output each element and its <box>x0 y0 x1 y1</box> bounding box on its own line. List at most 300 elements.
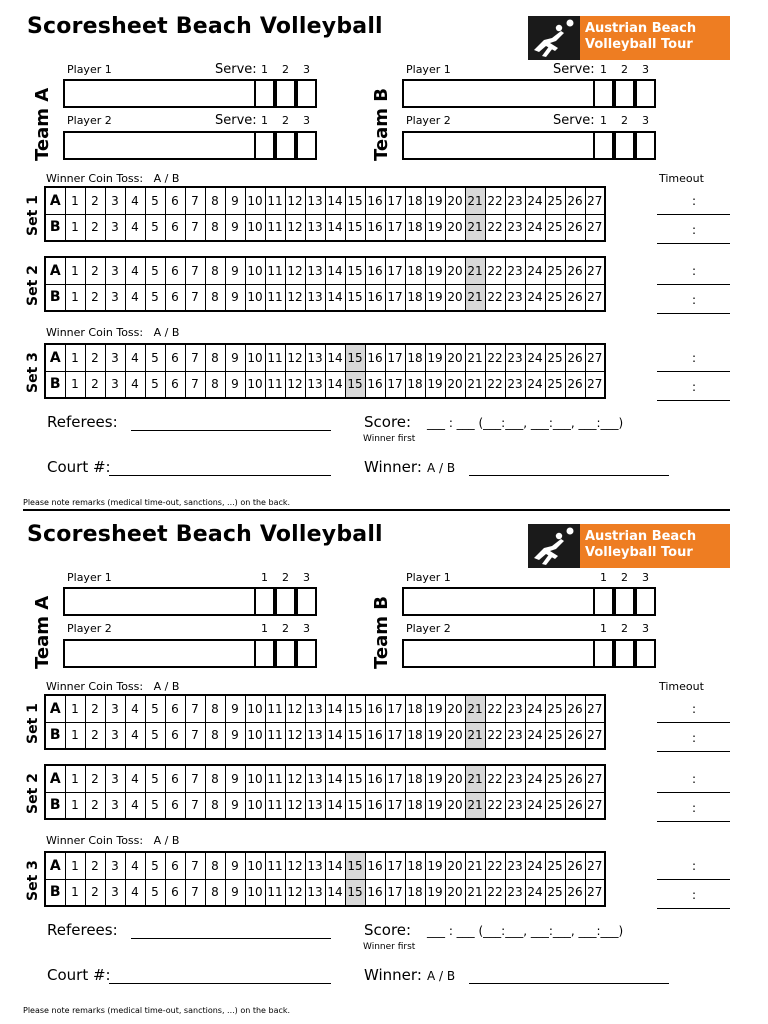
point-cell[interactable]: 12 <box>285 879 305 906</box>
point-cell[interactable]: 24 <box>525 695 545 722</box>
point-cell[interactable]: 16 <box>365 722 385 749</box>
point-cell[interactable]: 11 <box>265 344 285 371</box>
point-cell[interactable]: 22 <box>485 879 505 906</box>
point-cell[interactable]: 14 <box>325 371 345 398</box>
point-cell[interactable]: 8 <box>205 792 225 819</box>
point-cell[interactable]: 20 <box>445 879 465 906</box>
team-a-player2-name-field[interactable] <box>63 639 256 668</box>
point-cell[interactable]: 25 <box>545 879 565 906</box>
point-cell[interactable]: 2 <box>85 344 105 371</box>
timeout-colon[interactable]: : <box>692 772 697 786</box>
point-cell[interactable]: 22 <box>485 257 505 284</box>
point-cell[interactable]: 23 <box>505 371 525 398</box>
point-cell[interactable]: 4 <box>125 371 145 398</box>
team-b-player1-serve-box[interactable] <box>635 587 656 616</box>
point-cell[interactable]: 8 <box>205 344 225 371</box>
team-b-player2-name-field[interactable] <box>402 639 595 668</box>
point-cell[interactable]: 7 <box>185 371 205 398</box>
point-cell[interactable]: 13 <box>305 852 325 879</box>
point-cell[interactable]: 23 <box>505 765 525 792</box>
point-cell[interactable]: 27 <box>585 792 605 819</box>
winner-field[interactable] <box>469 475 669 476</box>
point-cell[interactable]: 15 <box>345 284 365 311</box>
team-a-player2-serve-box[interactable] <box>275 639 296 668</box>
point-cell[interactable]: 18 <box>405 371 425 398</box>
point-cell[interactable]: 11 <box>265 257 285 284</box>
point-cell[interactable]: 11 <box>265 879 285 906</box>
point-cell[interactable]: 5 <box>145 371 165 398</box>
point-cell[interactable]: 5 <box>145 344 165 371</box>
point-cell[interactable]: 26 <box>565 371 585 398</box>
point-cell[interactable]: 7 <box>185 879 205 906</box>
point-cell[interactable]: 6 <box>165 187 185 214</box>
team-b-player2-serve-box[interactable] <box>635 131 656 160</box>
point-cell[interactable]: 2 <box>85 284 105 311</box>
score-format[interactable]: ___ : ___ (___:___, ___:___, ___:___) <box>427 416 624 430</box>
point-cell[interactable]: 21 <box>465 722 485 749</box>
point-cell[interactable]: 22 <box>485 344 505 371</box>
point-cell[interactable]: 9 <box>225 187 245 214</box>
point-cell[interactable]: 3 <box>105 284 125 311</box>
point-cell[interactable]: 4 <box>125 852 145 879</box>
point-cell[interactable]: 21 <box>465 284 485 311</box>
point-cell[interactable]: 14 <box>325 695 345 722</box>
point-cell[interactable]: 19 <box>425 695 445 722</box>
point-cell[interactable]: 16 <box>365 257 385 284</box>
point-cell[interactable]: 23 <box>505 214 525 241</box>
point-cell[interactable]: 4 <box>125 344 145 371</box>
referees-field[interactable] <box>131 938 331 939</box>
point-cell[interactable]: 4 <box>125 214 145 241</box>
team-b-player1-serve-box[interactable] <box>614 587 635 616</box>
point-cell[interactable]: 24 <box>525 371 545 398</box>
court-field[interactable] <box>109 983 331 984</box>
point-cell[interactable]: 8 <box>205 879 225 906</box>
point-cell[interactable]: 4 <box>125 792 145 819</box>
point-cell[interactable]: 1 <box>65 257 85 284</box>
point-cell[interactable]: 14 <box>325 257 345 284</box>
point-cell[interactable]: 26 <box>565 792 585 819</box>
point-cell[interactable]: 10 <box>245 257 265 284</box>
point-cell[interactable]: 12 <box>285 187 305 214</box>
point-cell[interactable]: 16 <box>365 187 385 214</box>
point-cell[interactable]: 14 <box>325 765 345 792</box>
point-cell[interactable]: 10 <box>245 284 265 311</box>
point-cell[interactable]: 5 <box>145 257 165 284</box>
point-cell[interactable]: 2 <box>85 852 105 879</box>
point-cell[interactable]: 3 <box>105 187 125 214</box>
point-cell[interactable]: 5 <box>145 214 165 241</box>
point-cell[interactable]: 18 <box>405 852 425 879</box>
point-cell[interactable]: 12 <box>285 284 305 311</box>
point-cell[interactable]: 26 <box>565 852 585 879</box>
point-cell[interactable]: 11 <box>265 371 285 398</box>
point-cell[interactable]: 12 <box>285 695 305 722</box>
point-cell[interactable]: 18 <box>405 792 425 819</box>
point-cell[interactable]: 19 <box>425 792 445 819</box>
point-cell[interactable]: 26 <box>565 695 585 722</box>
point-cell[interactable]: 13 <box>305 722 325 749</box>
point-cell[interactable]: 6 <box>165 257 185 284</box>
point-cell[interactable]: 24 <box>525 879 545 906</box>
point-cell[interactable]: 19 <box>425 187 445 214</box>
point-cell[interactable]: 5 <box>145 765 165 792</box>
point-cell[interactable]: 6 <box>165 284 185 311</box>
point-cell[interactable]: 21 <box>465 371 485 398</box>
point-cell[interactable]: 1 <box>65 852 85 879</box>
point-cell[interactable]: 10 <box>245 187 265 214</box>
point-cell[interactable]: 27 <box>585 371 605 398</box>
point-cell[interactable]: 12 <box>285 792 305 819</box>
point-cell[interactable]: 19 <box>425 722 445 749</box>
point-cell[interactable]: 10 <box>245 695 265 722</box>
point-cell[interactable]: 21 <box>465 695 485 722</box>
point-cell[interactable]: 6 <box>165 344 185 371</box>
point-cell[interactable]: 27 <box>585 214 605 241</box>
point-cell[interactable]: 2 <box>85 187 105 214</box>
point-cell[interactable]: 23 <box>505 879 525 906</box>
point-cell[interactable]: 9 <box>225 879 245 906</box>
point-cell[interactable]: 1 <box>65 879 85 906</box>
point-cell[interactable]: 23 <box>505 852 525 879</box>
point-cell[interactable]: 14 <box>325 284 345 311</box>
point-cell[interactable]: 23 <box>505 344 525 371</box>
point-cell[interactable]: 18 <box>405 344 425 371</box>
team-b-player1-serve-box[interactable] <box>593 587 614 616</box>
point-cell[interactable]: 6 <box>165 879 185 906</box>
point-cell[interactable]: 5 <box>145 792 165 819</box>
point-cell[interactable]: 7 <box>185 722 205 749</box>
point-cell[interactable]: 3 <box>105 879 125 906</box>
timeout-colon[interactable]: : <box>692 351 697 365</box>
point-cell[interactable]: 12 <box>285 852 305 879</box>
point-cell[interactable]: 24 <box>525 765 545 792</box>
point-cell[interactable]: 13 <box>305 344 325 371</box>
point-cell[interactable]: 26 <box>565 879 585 906</box>
point-cell[interactable]: 8 <box>205 852 225 879</box>
point-cell[interactable]: 21 <box>465 187 485 214</box>
point-cell[interactable]: 16 <box>365 371 385 398</box>
point-cell[interactable]: 9 <box>225 257 245 284</box>
winner-options[interactable]: A / B <box>427 969 456 983</box>
point-cell[interactable]: 13 <box>305 371 325 398</box>
point-cell[interactable]: 11 <box>265 722 285 749</box>
point-cell[interactable]: 20 <box>445 695 465 722</box>
point-cell[interactable]: 14 <box>325 344 345 371</box>
point-cell[interactable]: 15 <box>345 765 365 792</box>
point-cell[interactable]: 3 <box>105 792 125 819</box>
point-cell[interactable]: 6 <box>165 214 185 241</box>
point-cell[interactable]: 9 <box>225 792 245 819</box>
point-cell[interactable]: 27 <box>585 284 605 311</box>
timeout-colon[interactable]: : <box>692 859 697 873</box>
point-cell[interactable]: 16 <box>365 344 385 371</box>
team-a-player2-serve-box[interactable] <box>296 131 317 160</box>
point-cell[interactable]: 17 <box>385 257 405 284</box>
team-a-player1-serve-box[interactable] <box>254 587 275 616</box>
point-cell[interactable]: 18 <box>405 765 425 792</box>
team-b-player2-serve-box[interactable] <box>614 131 635 160</box>
point-cell[interactable]: 15 <box>345 852 365 879</box>
point-cell[interactable]: 23 <box>505 695 525 722</box>
point-cell[interactable]: 7 <box>185 214 205 241</box>
point-cell[interactable]: 25 <box>545 722 565 749</box>
point-cell[interactable]: 18 <box>405 722 425 749</box>
point-cell[interactable]: 27 <box>585 257 605 284</box>
point-cell[interactable]: 9 <box>225 722 245 749</box>
point-cell[interactable]: 19 <box>425 765 445 792</box>
timeout-colon[interactable]: : <box>692 801 697 815</box>
point-cell[interactable]: 14 <box>325 792 345 819</box>
winner-options[interactable]: A / B <box>427 461 456 475</box>
point-cell[interactable]: 27 <box>585 765 605 792</box>
point-cell[interactable]: 23 <box>505 722 525 749</box>
point-cell[interactable]: 18 <box>405 284 425 311</box>
point-cell[interactable]: 20 <box>445 792 465 819</box>
point-cell[interactable]: 9 <box>225 765 245 792</box>
timeout-colon[interactable]: : <box>692 888 697 902</box>
team-b-player1-name-field[interactable] <box>402 587 595 616</box>
point-cell[interactable]: 25 <box>545 257 565 284</box>
team-a-player2-serve-box[interactable] <box>254 639 275 668</box>
point-cell[interactable]: 24 <box>525 722 545 749</box>
point-cell[interactable]: 22 <box>485 792 505 819</box>
point-cell[interactable]: 10 <box>245 214 265 241</box>
point-cell[interactable]: 3 <box>105 722 125 749</box>
point-cell[interactable]: 19 <box>425 879 445 906</box>
team-a-player1-serve-box[interactable] <box>296 587 317 616</box>
point-cell[interactable]: 25 <box>545 284 565 311</box>
point-cell[interactable]: 1 <box>65 371 85 398</box>
point-cell[interactable]: 15 <box>345 344 365 371</box>
point-cell[interactable]: 9 <box>225 214 245 241</box>
point-cell[interactable]: 17 <box>385 284 405 311</box>
point-cell[interactable]: 22 <box>485 852 505 879</box>
point-cell[interactable]: 10 <box>245 344 265 371</box>
team-a-player2-serve-box[interactable] <box>275 131 296 160</box>
point-cell[interactable]: 6 <box>165 765 185 792</box>
team-b-player1-serve-box[interactable] <box>614 79 635 108</box>
point-cell[interactable]: 23 <box>505 187 525 214</box>
point-cell[interactable]: 22 <box>485 284 505 311</box>
point-cell[interactable]: 11 <box>265 765 285 792</box>
point-cell[interactable]: 18 <box>405 187 425 214</box>
point-cell[interactable]: 7 <box>185 284 205 311</box>
point-cell[interactable]: 8 <box>205 284 225 311</box>
point-cell[interactable]: 10 <box>245 879 265 906</box>
point-cell[interactable]: 20 <box>445 344 465 371</box>
timeout-colon[interactable]: : <box>692 223 697 237</box>
point-cell[interactable]: 26 <box>565 344 585 371</box>
team-b-player1-name-field[interactable] <box>402 79 595 108</box>
point-cell[interactable]: 13 <box>305 214 325 241</box>
point-cell[interactable]: 6 <box>165 695 185 722</box>
team-b-player1-serve-box[interactable] <box>593 79 614 108</box>
point-cell[interactable]: 16 <box>365 792 385 819</box>
winner-field[interactable] <box>469 983 669 984</box>
point-cell[interactable]: 17 <box>385 695 405 722</box>
point-cell[interactable]: 5 <box>145 852 165 879</box>
point-cell[interactable]: 18 <box>405 257 425 284</box>
point-cell[interactable]: 11 <box>265 695 285 722</box>
point-cell[interactable]: 25 <box>545 344 565 371</box>
point-cell[interactable]: 1 <box>65 284 85 311</box>
point-cell[interactable]: 12 <box>285 371 305 398</box>
point-cell[interactable]: 10 <box>245 722 265 749</box>
point-cell[interactable]: 20 <box>445 187 465 214</box>
team-a-player1-name-field[interactable] <box>63 587 256 616</box>
point-cell[interactable]: 20 <box>445 257 465 284</box>
point-cell[interactable]: 21 <box>465 765 485 792</box>
score-format[interactable]: ___ : ___ (___:___, ___:___, ___:___) <box>427 924 624 938</box>
point-cell[interactable]: 15 <box>345 792 365 819</box>
point-cell[interactable]: 21 <box>465 214 485 241</box>
point-cell[interactable]: 20 <box>445 765 465 792</box>
point-cell[interactable]: 25 <box>545 371 565 398</box>
point-cell[interactable]: 27 <box>585 879 605 906</box>
point-cell[interactable]: 4 <box>125 695 145 722</box>
point-cell[interactable]: 18 <box>405 695 425 722</box>
point-cell[interactable]: 16 <box>365 284 385 311</box>
point-cell[interactable]: 4 <box>125 187 145 214</box>
point-cell[interactable]: 19 <box>425 257 445 284</box>
point-cell[interactable]: 22 <box>485 187 505 214</box>
point-cell[interactable]: 2 <box>85 792 105 819</box>
point-cell[interactable]: 7 <box>185 344 205 371</box>
point-cell[interactable]: 8 <box>205 371 225 398</box>
point-cell[interactable]: 7 <box>185 257 205 284</box>
point-cell[interactable]: 5 <box>145 187 165 214</box>
point-cell[interactable]: 5 <box>145 879 165 906</box>
point-cell[interactable]: 13 <box>305 257 325 284</box>
point-cell[interactable]: 25 <box>545 187 565 214</box>
point-cell[interactable]: 17 <box>385 879 405 906</box>
point-cell[interactable]: 15 <box>345 257 365 284</box>
point-cell[interactable]: 13 <box>305 187 325 214</box>
point-cell[interactable]: 1 <box>65 214 85 241</box>
point-cell[interactable]: 3 <box>105 765 125 792</box>
point-cell[interactable]: 10 <box>245 765 265 792</box>
point-cell[interactable]: 17 <box>385 371 405 398</box>
point-cell[interactable]: 1 <box>65 695 85 722</box>
point-cell[interactable]: 14 <box>325 722 345 749</box>
team-b-player2-name-field[interactable] <box>402 131 595 160</box>
point-cell[interactable]: 13 <box>305 765 325 792</box>
point-cell[interactable]: 2 <box>85 722 105 749</box>
point-cell[interactable]: 12 <box>285 722 305 749</box>
point-cell[interactable]: 5 <box>145 722 165 749</box>
point-cell[interactable]: 25 <box>545 695 565 722</box>
point-cell[interactable]: 17 <box>385 852 405 879</box>
point-cell[interactable]: 12 <box>285 765 305 792</box>
point-cell[interactable]: 7 <box>185 852 205 879</box>
point-cell[interactable]: 9 <box>225 852 245 879</box>
point-cell[interactable]: 10 <box>245 792 265 819</box>
point-cell[interactable]: 6 <box>165 371 185 398</box>
point-cell[interactable]: 26 <box>565 284 585 311</box>
point-cell[interactable]: 15 <box>345 695 365 722</box>
point-cell[interactable]: 12 <box>285 214 305 241</box>
timeout-colon[interactable]: : <box>692 264 697 278</box>
point-cell[interactable]: 21 <box>465 257 485 284</box>
point-cell[interactable]: 3 <box>105 257 125 284</box>
point-cell[interactable]: 15 <box>345 371 365 398</box>
point-cell[interactable]: 15 <box>345 214 365 241</box>
court-field[interactable] <box>109 475 331 476</box>
point-cell[interactable]: 24 <box>525 344 545 371</box>
point-cell[interactable]: 7 <box>185 792 205 819</box>
point-cell[interactable]: 1 <box>65 792 85 819</box>
point-cell[interactable]: 26 <box>565 722 585 749</box>
point-cell[interactable]: 13 <box>305 792 325 819</box>
point-cell[interactable]: 15 <box>345 879 365 906</box>
point-cell[interactable]: 2 <box>85 879 105 906</box>
point-cell[interactable]: 17 <box>385 722 405 749</box>
point-cell[interactable]: 20 <box>445 214 465 241</box>
team-a-player2-serve-box[interactable] <box>296 639 317 668</box>
team-a-player2-serve-box[interactable] <box>254 131 275 160</box>
team-a-player1-serve-box[interactable] <box>254 79 275 108</box>
point-cell[interactable]: 1 <box>65 187 85 214</box>
team-b-player2-serve-box[interactable] <box>593 131 614 160</box>
point-cell[interactable]: 8 <box>205 257 225 284</box>
point-cell[interactable]: 19 <box>425 284 445 311</box>
point-cell[interactable]: 21 <box>465 879 485 906</box>
point-cell[interactable]: 2 <box>85 371 105 398</box>
point-cell[interactable]: 23 <box>505 284 525 311</box>
point-cell[interactable]: 17 <box>385 765 405 792</box>
team-b-player2-serve-box[interactable] <box>593 639 614 668</box>
point-cell[interactable]: 24 <box>525 187 545 214</box>
point-cell[interactable]: 10 <box>245 371 265 398</box>
team-a-player1-name-field[interactable] <box>63 79 256 108</box>
point-cell[interactable]: 2 <box>85 695 105 722</box>
point-cell[interactable]: 1 <box>65 722 85 749</box>
point-cell[interactable]: 14 <box>325 879 345 906</box>
point-cell[interactable]: 3 <box>105 344 125 371</box>
point-cell[interactable]: 12 <box>285 257 305 284</box>
point-cell[interactable]: 4 <box>125 284 145 311</box>
point-cell[interactable]: 19 <box>425 852 445 879</box>
point-cell[interactable]: 14 <box>325 187 345 214</box>
point-cell[interactable]: 3 <box>105 371 125 398</box>
point-cell[interactable]: 21 <box>465 344 485 371</box>
point-cell[interactable]: 26 <box>565 257 585 284</box>
point-cell[interactable]: 16 <box>365 765 385 792</box>
point-cell[interactable]: 16 <box>365 879 385 906</box>
timeout-colon[interactable]: : <box>692 194 697 208</box>
point-cell[interactable]: 9 <box>225 695 245 722</box>
point-cell[interactable]: 19 <box>425 371 445 398</box>
point-cell[interactable]: 22 <box>485 765 505 792</box>
point-cell[interactable]: 24 <box>525 257 545 284</box>
point-cell[interactable]: 23 <box>505 257 525 284</box>
point-cell[interactable]: 11 <box>265 792 285 819</box>
point-cell[interactable]: 2 <box>85 214 105 241</box>
point-cell[interactable]: 25 <box>545 792 565 819</box>
referees-field[interactable] <box>131 430 331 431</box>
team-b-player2-serve-box[interactable] <box>635 639 656 668</box>
point-cell[interactable]: 22 <box>485 695 505 722</box>
point-cell[interactable]: 8 <box>205 695 225 722</box>
point-cell[interactable]: 4 <box>125 879 145 906</box>
point-cell[interactable]: 12 <box>285 344 305 371</box>
point-cell[interactable]: 4 <box>125 257 145 284</box>
point-cell[interactable]: 6 <box>165 722 185 749</box>
point-cell[interactable]: 13 <box>305 284 325 311</box>
point-cell[interactable]: 26 <box>565 214 585 241</box>
point-cell[interactable]: 7 <box>185 187 205 214</box>
